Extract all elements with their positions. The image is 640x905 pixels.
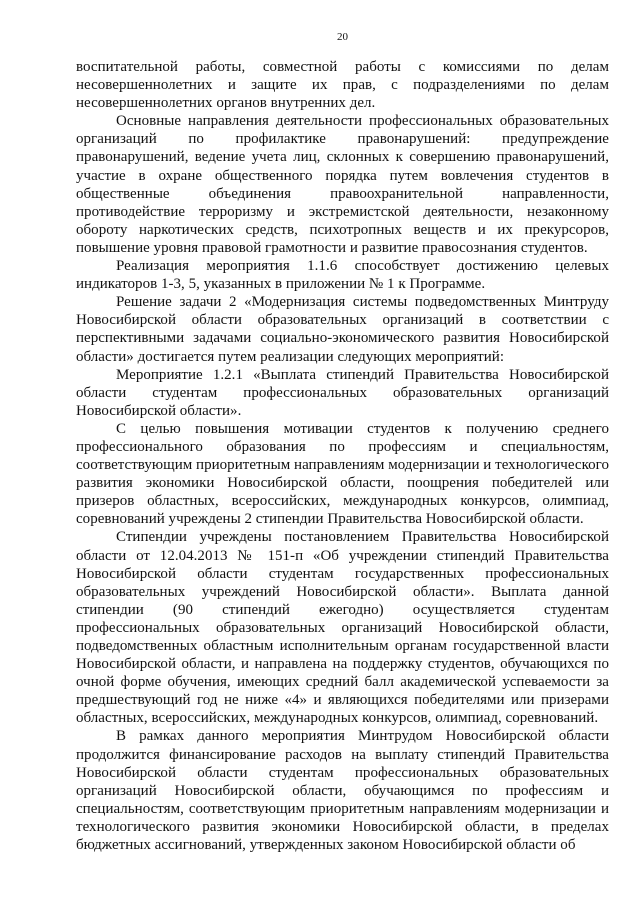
page-number: 20 xyxy=(337,31,348,43)
paragraph-financing: В рамках данного мероприятия Минтрудом Новосибирской области продолжится финансирование расходов на выплату стипендий Правительства Новосибирской области студентам профессиональных образовательных организаций Новосибирской области, обучающимся по профессиям и специальностям, соответствующим приоритетным направлениям модернизации и технологического развития экономики Новосибирской области, в пределах бюджетных ассигнований, утвержденных законом Новосибирской области об xyxy=(76,728,609,854)
paragraph-task-2: Решение задачи 2 «Модернизация системы подведомственных Минтруду Новосибирской области образовательных организаций в соответствии с перспективными задачами социально-экономического развития Новосибирской области» достигается путем реализации следующих мероприятий: xyxy=(76,294,609,365)
document-body xyxy=(76,58,609,854)
paragraph-stipends-resolution: Стипендии учреждены постановлением Правительства Новосибирской области от 12.04.2013 № 151-п «Об учреждении стипендий Правительства Новосибирской области студентам государственных профессиональных образовательных учреждений Новосибирской области». Выплата данной стипендии (90 стипендий ежегодно) осуществляется студентам профессиональных образовательных организаций Новосибирской области, подведомственных областным исполнительным органам государственной власти Новосибирской области, и направлена на поддержку студентов, обучающихся по очной форме обучения, имеющих средний балл академической успеваемости за предшествующий год не ниже «4» и являющихся победителями или призерами областных, всероссийских, международных конкурсов, олимпиад, соревнований. xyxy=(76,529,609,727)
document-page xyxy=(76,30,609,890)
paragraph-measure-1-1-6: Реализация мероприятия 1.1.6 способствует достижению целевых индикаторов 1-3, 5, указанных в приложении № 1 к Программе. xyxy=(76,258,609,293)
paragraph-measure-1-2-1: Мероприятие 1.2.1 «Выплата стипендий Правительства Новосибирской области студентам профессиональных образовательных организаций Новосибирской области». xyxy=(76,366,609,419)
paragraph-offense-prevention: Основные направления деятельности профессиональных образовательных организаций по профилактике правонарушений: предупреждение правонарушений, ведение учета лиц, склонных к совершению правонарушений, участие в охране общественного порядка путем вовлечения студентов в общественные объединения правоохранительной направленности, противодействие терроризму и экстремистской деятельности, незаконному обороту наркотических средств, психотропных веществ и их прекурсоров, повышение уровня правовой грамотности и развитие правосознания студентов. xyxy=(76,113,609,256)
paragraph-continuation: воспитательной работы, совместной работы с комиссиями по делам несовершеннолетних и защите их прав, с подразделениями по делам несовершеннолетних органов внутренних дел. xyxy=(76,59,609,112)
paragraph-motivation: С целью повышения мотивации студентов к получению среднего профессионального образования по профессиям и специальностям, соответствующим приоритетным направлениям модернизации и технологического развития экономики Новосибирской области, поощрения победителей или призеров областных, всероссийских, международных конкурсов, олимпиад, соревнований учреждены 2 стипендии Правительства Новосибирской области. xyxy=(76,420,609,528)
